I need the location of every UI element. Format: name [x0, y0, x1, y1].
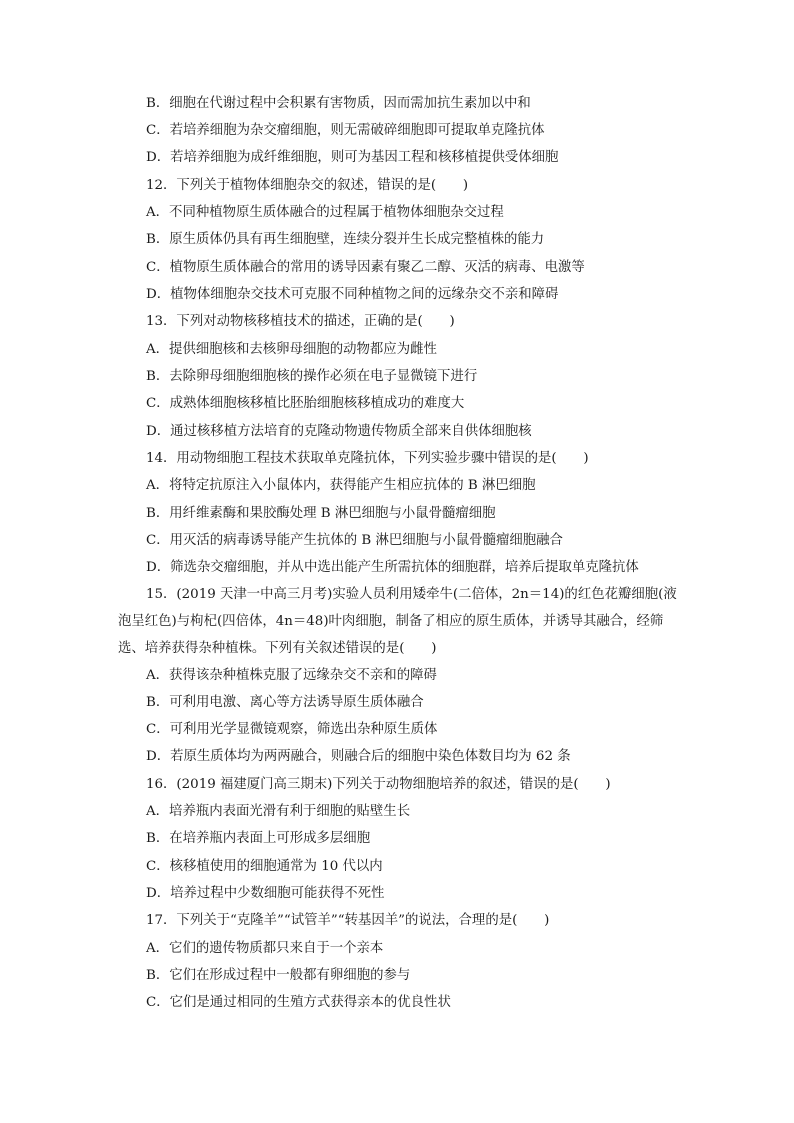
text-line: D．若培养细胞为成纤维细胞，则可为基因工程和核移植提供受体细胞	[146, 150, 559, 165]
text-line: C．它们是通过相同的生殖方式获得亲本的优良性状	[146, 995, 451, 1010]
text-line: A．不同种植物原生质体融合的过程属于植物体细胞杂交过程	[146, 205, 504, 220]
text-line: A．获得该杂种植株克服了远缘杂交不亲和的障碍	[146, 668, 437, 683]
text-line: A．培养瓶内表面光滑有利于细胞的贴壁生长	[146, 804, 411, 819]
text-line: B．去除卵母细胞细胞核的操作必须在电子显微镜下进行	[146, 369, 478, 384]
text-line: A．提供细胞核和去核卵母细胞的动物都应为雌性	[146, 342, 437, 357]
text-line: D．通过核移植方法培育的克隆动物遗传物质全部来自供体细胞核	[146, 424, 532, 439]
text-line: 泡呈红色)与枸杞(四倍体，4n＝48)叶肉细胞，制备了相应的原生质体，并诱导其融合，经筛	[118, 614, 664, 629]
text-line: B．用纤维素酶和果胶酶处理 B 淋巴细胞与小鼠骨髓瘤细胞	[146, 506, 496, 521]
text-line: B．它们在形成过程中一般都有卵细胞的参与	[146, 968, 411, 983]
text-line: D．若原生质体均为两两融合，则融合后的细胞中染色体数目均为 62 条	[146, 749, 571, 764]
text-line: A．它们的遗传物质都只来自于一个亲本	[146, 941, 384, 956]
text-line: B．细胞在代谢过程中会积累有害物质，因而需加抗生素加以中和	[146, 96, 531, 111]
text-line: A．将特定抗原注入小鼠体内，获得能产生相应抗体的 B 淋巴细胞	[146, 478, 536, 493]
text-line: D．培养过程中少数细胞可能获得不死性	[146, 886, 385, 901]
question-stem: 13．下列对动物核移植技术的描述，正确的是( )	[146, 314, 455, 329]
text-line: C．核移植使用的细胞通常为 10 代以内	[146, 859, 383, 874]
question-stem: 14．用动物细胞工程技术获取单克隆抗体，下列实验步骤中错误的是( )	[146, 451, 589, 466]
question-stem: 16．(2019 福建厦门高三期末)下列关于动物细胞培养的叙述，错误的是( )	[146, 777, 611, 792]
text-line: B．可利用电激、离心等方法诱导原生质体融合	[146, 695, 424, 710]
text-line: B．在培养瓶内表面上可形成多层细胞	[146, 831, 371, 846]
question-stem: 17．下列关于“克隆羊”“试管羊”“转基因羊”的说法，合理的是( )	[146, 913, 550, 928]
text-line: B．原生质体仍具有再生细胞壁，连续分裂并生长成完整植株的能力	[146, 232, 545, 247]
question-stem: 12．下列关于植物体细胞杂交的叙述，错误的是( )	[146, 178, 469, 193]
text-line: 选、培养获得杂种植株。下列有关叙述错误的是( )	[118, 641, 437, 656]
text-line: C．植物原生质体融合的常用的诱导因素有聚乙二醇、灭活的病毒、电激等	[146, 260, 585, 275]
text-line: C．用灭活的病毒诱导能产生抗体的 B 淋巴细胞与小鼠骨髓瘤细胞融合	[146, 533, 563, 548]
text-line: D．植物体细胞杂交技术可克服不同种植物之间的远缘杂交不亲和障碍	[146, 287, 559, 302]
text-line: D．筛选杂交瘤细胞，并从中选出能产生所需抗体的细胞群，培养后提取单克隆抗体	[146, 560, 639, 575]
question-stem: 15．(2019 天津一中高三月考)实验人员利用矮牵牛(二倍体，2n＝14)的红色花瓣细胞(液	[146, 587, 677, 602]
text-line: C．可利用光学显微镜观察，筛选出杂种原生质体	[146, 722, 438, 737]
text-line: C．若培养细胞为杂交瘤细胞，则无需破碎细胞即可提取单克隆抗体	[146, 123, 545, 138]
text-line: C．成熟体细胞核移植比胚胎细胞核移植成功的难度大	[146, 396, 465, 411]
